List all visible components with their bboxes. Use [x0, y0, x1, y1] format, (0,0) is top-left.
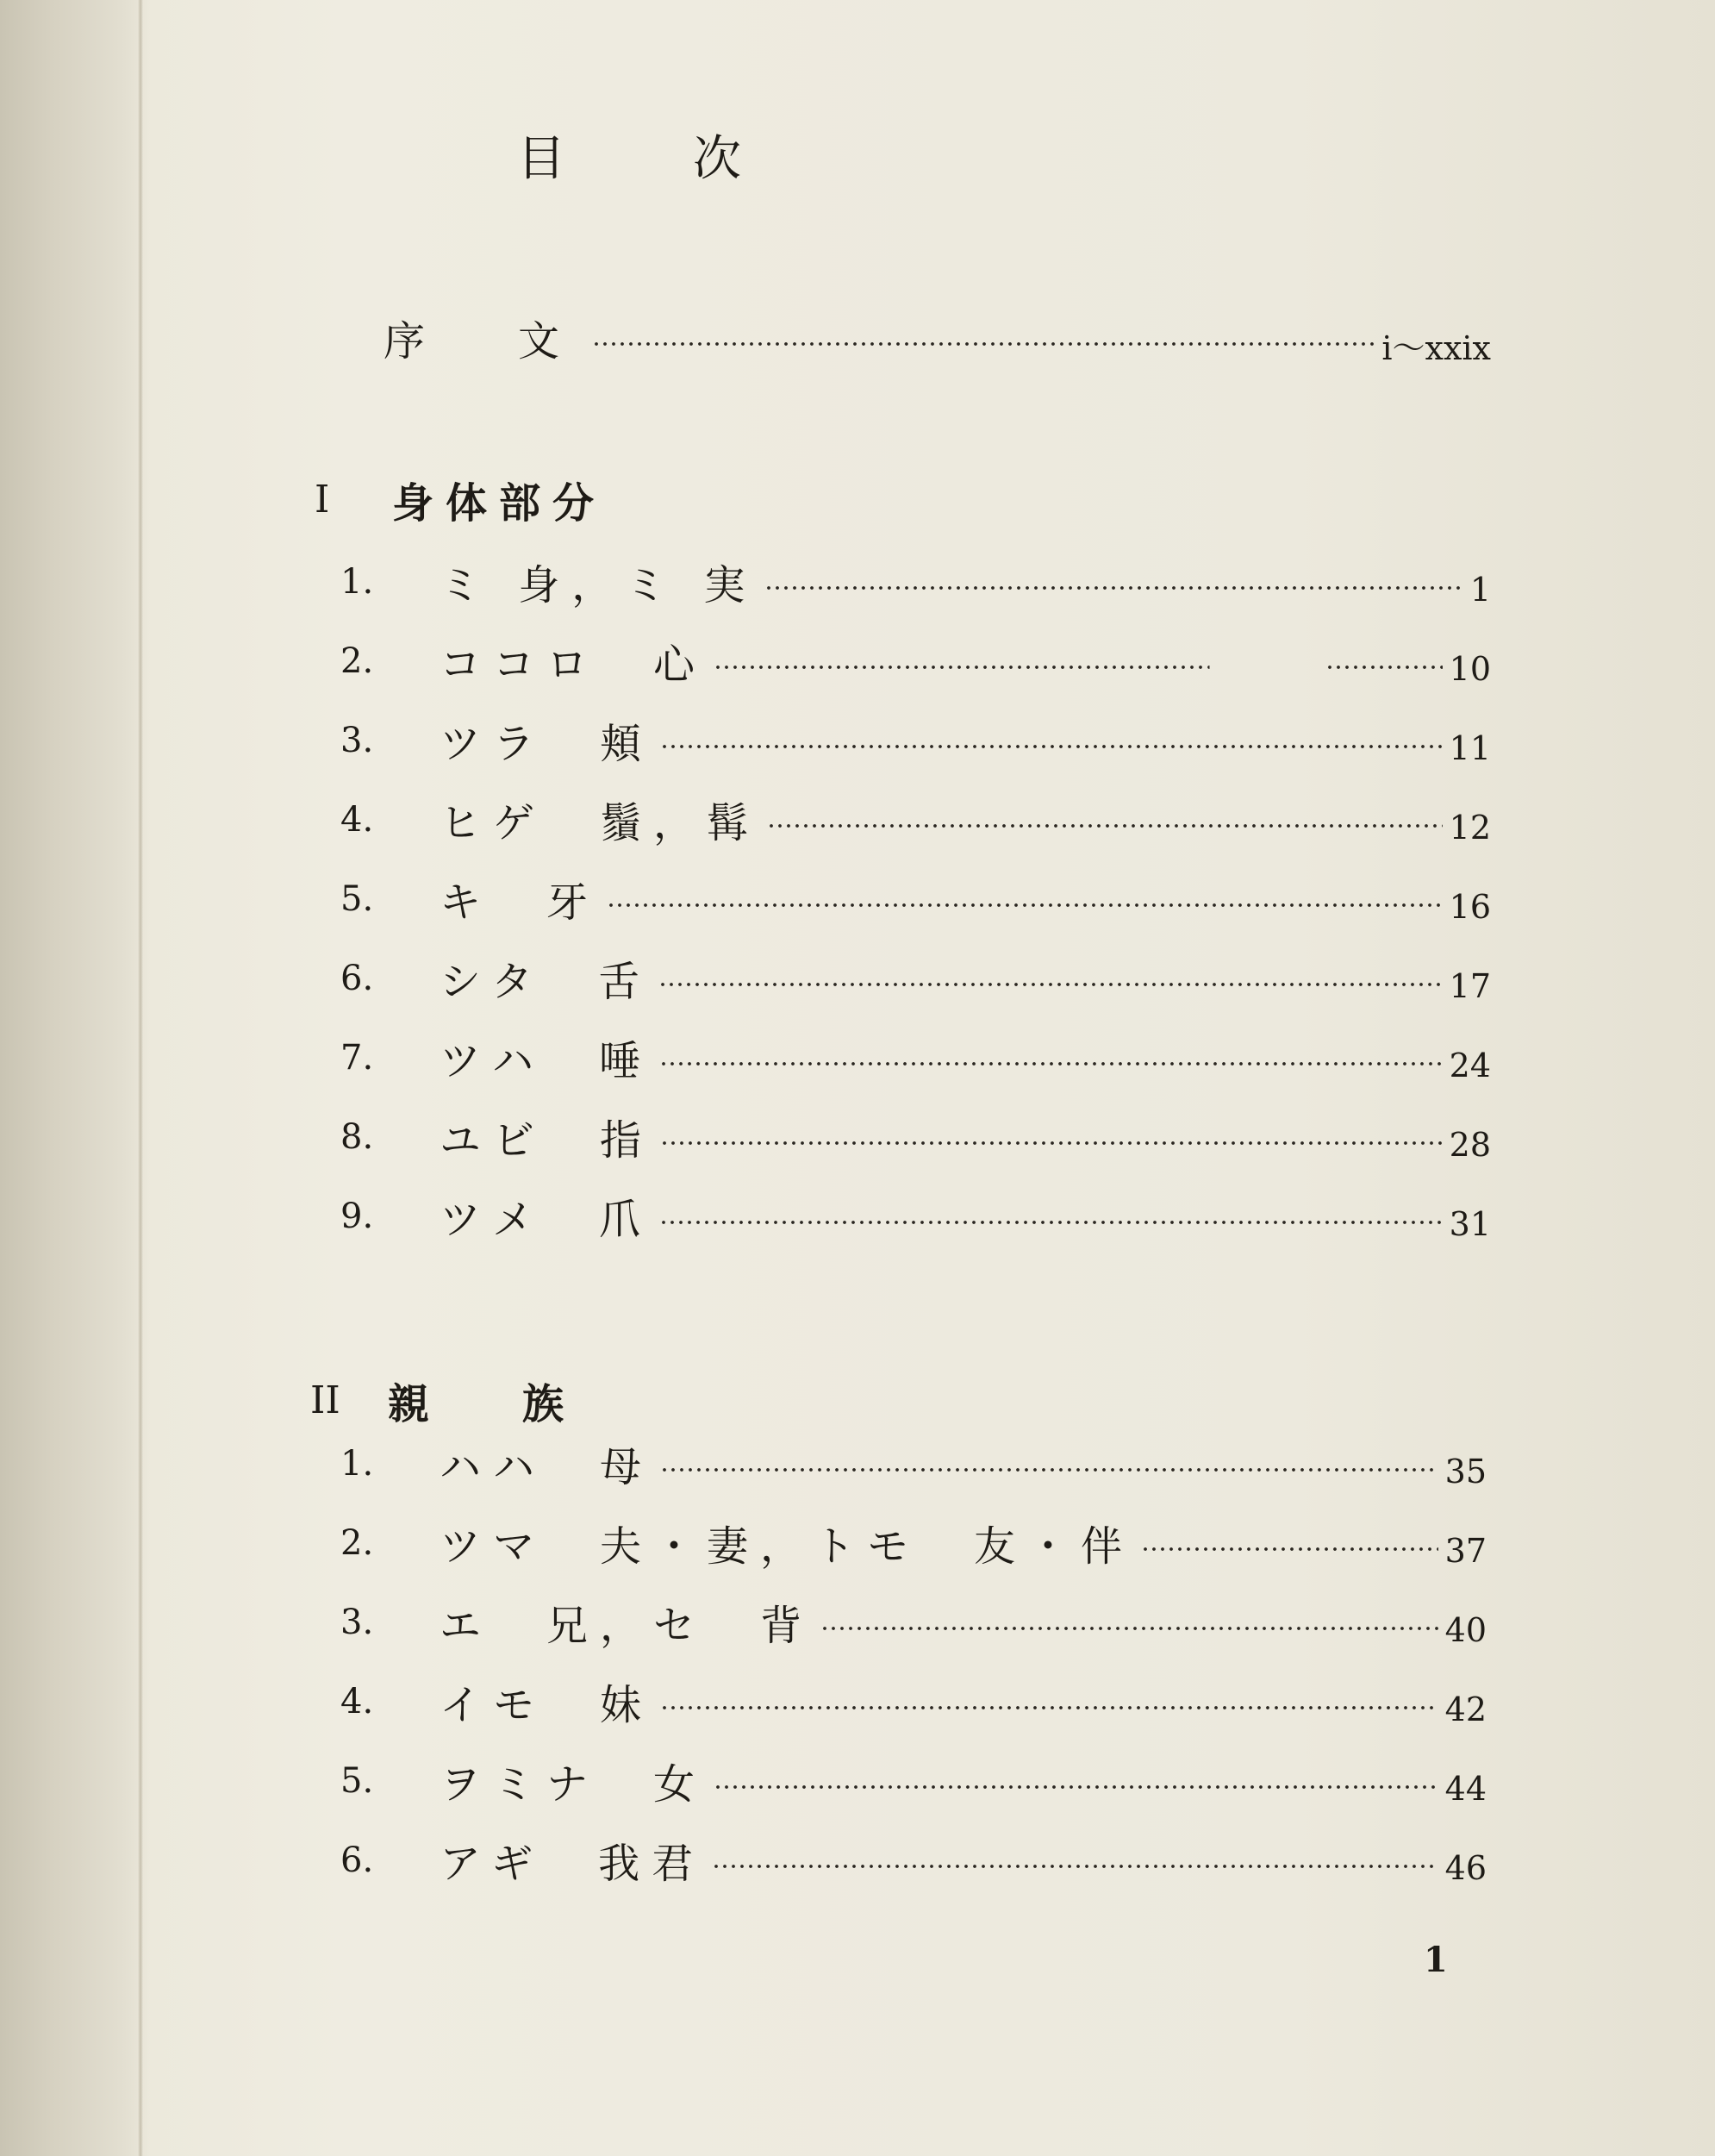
toc-entry [340, 552, 1491, 611]
dot-leader [660, 1705, 1438, 1710]
entry-page: 44 [1444, 1769, 1487, 1808]
toc-entry [340, 1751, 1487, 1810]
entry-number: 2. [340, 1522, 374, 1563]
section-numeral: I [315, 478, 330, 522]
entry-label: イモ 妹 [440, 1681, 654, 1729]
dot-leader [714, 1784, 1438, 1790]
section-title: 身体部分 [392, 479, 607, 528]
entry-number: 1. [340, 561, 374, 602]
entry-number: 1. [340, 1443, 374, 1484]
entry-page: 16 [1449, 887, 1491, 926]
toc-entry [340, 1513, 1487, 1572]
title-char-2: 次 [693, 131, 741, 187]
entry-number: 5. [340, 878, 374, 919]
dot-leader [658, 982, 1443, 987]
toc-entry [340, 710, 1491, 770]
dot-leader [820, 1626, 1438, 1631]
entry-number: 6. [340, 958, 374, 998]
entry-page: 37 [1444, 1531, 1487, 1570]
toc-entry [340, 790, 1491, 849]
entry-page: 40 [1444, 1610, 1487, 1649]
entry-label: ツハ 唾 [440, 1037, 653, 1085]
entry-number: 6. [340, 1840, 374, 1880]
entry-number: 9. [340, 1196, 374, 1236]
dot-leader [764, 585, 1463, 591]
toc-entry [340, 1186, 1491, 1246]
entry-page: 35 [1444, 1452, 1487, 1490]
dot-leader [607, 903, 1443, 908]
entry-page: 24 [1449, 1046, 1491, 1084]
entry-page: 17 [1449, 966, 1491, 1005]
section-title: 親 族 [388, 1380, 590, 1428]
page-gutter [0, 0, 151, 2156]
toc-entry-preface [384, 306, 1491, 369]
entry-page: 12 [1449, 808, 1491, 847]
entry-number: 3. [340, 1602, 374, 1642]
toc-entry [340, 948, 1491, 1008]
entry-number: 8. [340, 1116, 374, 1157]
entry-label: ヲミナ 女 [440, 1760, 708, 1809]
toc-entry [340, 1028, 1491, 1087]
entry-page: 46 [1444, 1848, 1487, 1887]
toc-entry [340, 869, 1491, 928]
preface-page: i～xxix [1381, 329, 1491, 367]
entry-number: 5. [340, 1760, 374, 1801]
entry-label: ツメ 爪 [440, 1196, 653, 1244]
title-char-1: 目 [517, 131, 565, 187]
entry-label: キ 牙 [440, 878, 601, 927]
dot-leader [660, 1467, 1438, 1472]
dot-leader [659, 1220, 1443, 1225]
toc-entry [340, 1107, 1491, 1166]
gutter-fold [138, 0, 143, 2156]
dot-leader [714, 665, 1443, 670]
entry-label: エ 兄，セ 背 [440, 1602, 814, 1650]
entry-page: 11 [1449, 728, 1491, 767]
entry-number: 4. [340, 1681, 374, 1722]
entry-page: 10 [1449, 649, 1491, 688]
toc-entry [340, 1592, 1487, 1652]
section-heading-1 [315, 470, 606, 529]
dot-leader [712, 1864, 1438, 1869]
dot-leader [660, 1140, 1443, 1146]
entry-label: ヒゲ 鬚，髯 [440, 799, 761, 847]
entry-label: ユビ 指 [440, 1116, 654, 1165]
dot-leader [767, 823, 1443, 828]
dot-leader [660, 744, 1443, 749]
page-title [517, 121, 741, 190]
toc-entry [340, 1830, 1487, 1890]
entry-page: 42 [1444, 1690, 1487, 1728]
dot-leader [1141, 1547, 1438, 1552]
entry-label: シタ 舌 [440, 958, 652, 1006]
preface-label: 序 文 [384, 317, 586, 366]
dot-leader [659, 1061, 1443, 1066]
entry-number: 7. [340, 1037, 374, 1078]
entry-page: 1 [1469, 570, 1491, 609]
entry-label: ツマ 夫・妻，トモ 友・伴 [440, 1522, 1135, 1571]
entry-label: ミ 身，ミ 実 [440, 561, 758, 609]
entry-page: 31 [1449, 1204, 1491, 1243]
entry-number: 2. [340, 641, 374, 681]
page-number: 1 [1424, 1940, 1448, 1980]
section-heading-2 [310, 1371, 589, 1430]
entry-label: ココロ 心 [440, 641, 708, 689]
entry-label: ツラ 頬 [440, 720, 654, 768]
entry-page: 28 [1449, 1125, 1491, 1164]
entry-label: アギ 我君 [440, 1840, 706, 1888]
dot-leader [592, 341, 1375, 347]
entry-number: 4. [340, 799, 374, 840]
toc-entry [340, 631, 1491, 691]
entry-label: ハハ 母 [440, 1443, 654, 1491]
toc-entry [340, 1672, 1487, 1731]
section-numeral: II [310, 1378, 340, 1422]
entry-number: 3. [340, 720, 374, 760]
toc-entry [340, 1434, 1487, 1493]
